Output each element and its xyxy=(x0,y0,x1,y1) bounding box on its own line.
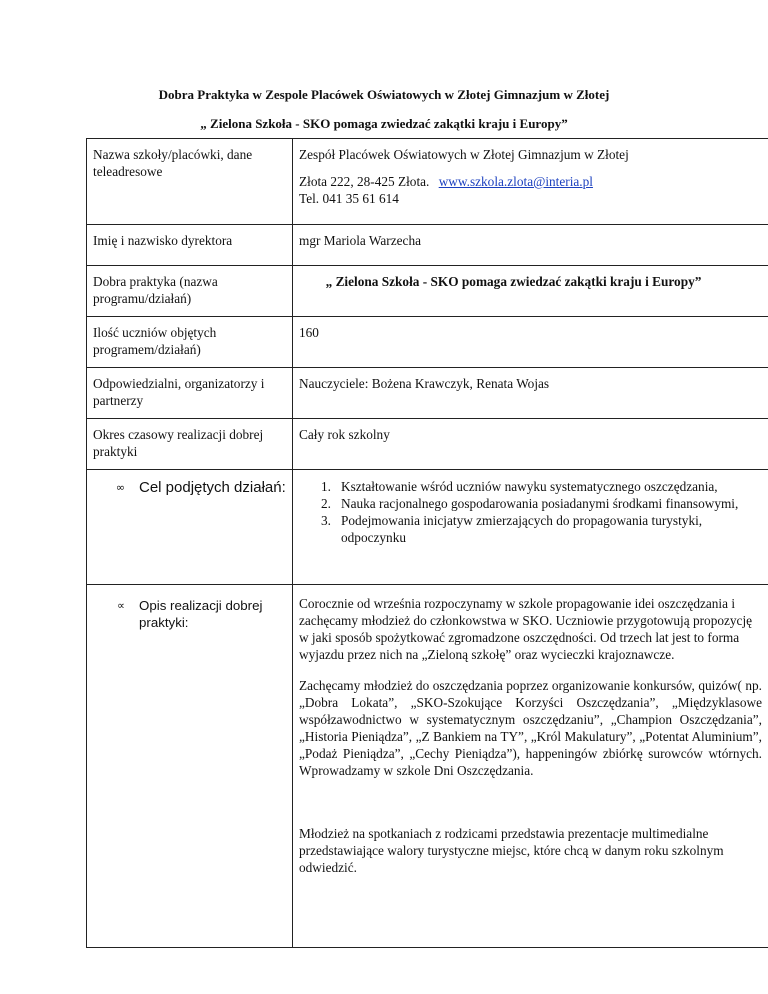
table-row-students xyxy=(87,317,768,368)
table-row-period xyxy=(87,419,768,470)
table-row-goals xyxy=(87,470,768,585)
list-item: 1. Kształtowanie wśród uczniów nawyku systematycznego oszczędzania, xyxy=(321,479,718,494)
table-row-responsible xyxy=(87,368,768,419)
school-label: Nazwa szkoły/placówki, dane teleadresowe xyxy=(93,147,253,179)
school-phone: Tel. 041 35 61 614 xyxy=(299,191,399,206)
proportional-bullet-icon: ∝ xyxy=(117,599,125,612)
description-label: Opis realizacji dobrej praktyki: xyxy=(139,598,263,630)
school-address: Złota 222, 28-425 Złota. xyxy=(299,174,430,189)
students-label: Ilość uczniów objętych programem/działań) xyxy=(93,325,217,357)
school-email-link[interactable]: www.szkola.zlota@interia.pl xyxy=(438,174,593,189)
period-label: Okres czasowy realizacji dobrej praktyki xyxy=(93,427,264,459)
description-paragraph-1: Corocznie od września rozpoczynamy w szkole propagowanie idei oszczędzania i zachęcamy młodzież do członkowstwa w SKO. Uczniowie przygotowują propozycję w jaki sposób spożytkować zgromadzone oszczędności. Od trzech lat jest to forma wyjazdu przez nich na „Zieloną szkołę” oraz wycieczki krajoznawcze. xyxy=(299,596,753,662)
description-paragraph-2: Zachęcamy młodzież do oszczędzania poprzez organizowanie konkursów, quizów( np.„Dobra Lokata”, „SKO-Szokujące Korzyści Oszczędzania”, „Międzyklasowe współzawodnictwo w systematycznym oszczędzaniu”, „Champion Oszczędzania”, „Historia Pieniądza”, „Z Bankiem na TY”, „Król Makulatury”, „Potentat Aluminium”, „Podaż Pieniądza”, „Cechy Pieniądza”), happeningów zbiórkę surowców wtórnych. Wprowadzamy w szkole Dni Oszczędzania. xyxy=(299,678,762,778)
table-row-practice xyxy=(87,266,768,317)
practice-value: „ Zielona Szkoła - SKO pomaga zwiedzać zakątki kraju i Europy” xyxy=(325,274,702,289)
description-paragraph-3: Młodzież na spotkaniach z rodzicami przedstawia prezentacje multimedialne przedstawiające walory turystyczne miejsc, które chcą w danym roku szkolnym odwiedzić. xyxy=(299,826,724,875)
practice-table xyxy=(86,138,768,948)
list-item: 3. Podejmowania inicjatyw zmierzających do propagowania turystyki, odpoczynku xyxy=(321,513,703,545)
period-value: Cały rok szkolny xyxy=(299,427,390,442)
table-row-description xyxy=(87,585,768,948)
goals-label: Cel podjętych działań: xyxy=(139,479,286,496)
school-name: Zespół Placówek Oświatowych w Złotej Gimnazjum w Złotej xyxy=(299,147,629,162)
director-label: Imię i nazwisko dyrektora xyxy=(93,233,233,248)
document-subtitle: „ Zielona Szkoła - SKO pomaga zwiedzać zakątki kraju i Europy” xyxy=(200,116,568,131)
practice-label: Dobra praktyka (nazwa programu/działań) xyxy=(93,274,218,306)
responsible-label: Odpowiedzialni, organizatorzy i partnerzy xyxy=(93,376,265,408)
table-row-school xyxy=(87,139,768,225)
director-value: mgr Mariola Warzecha xyxy=(299,233,421,248)
infinity-bullet-icon: ∞ xyxy=(115,481,125,494)
goals-list xyxy=(293,478,768,546)
table-row-director xyxy=(87,225,768,266)
list-item: 2. Nauka racjonalnego gospodarowania posiadanymi środkami finansowymi, xyxy=(321,496,739,511)
document-title: Dobra Praktyka w Zespole Placówek Oświatowych w Złotej Gimnazjum w Złotej xyxy=(158,87,610,102)
students-value: 160 xyxy=(299,325,319,340)
responsible-value: Nauczyciele: Bożena Krawczyk, Renata Wojas xyxy=(299,376,550,391)
